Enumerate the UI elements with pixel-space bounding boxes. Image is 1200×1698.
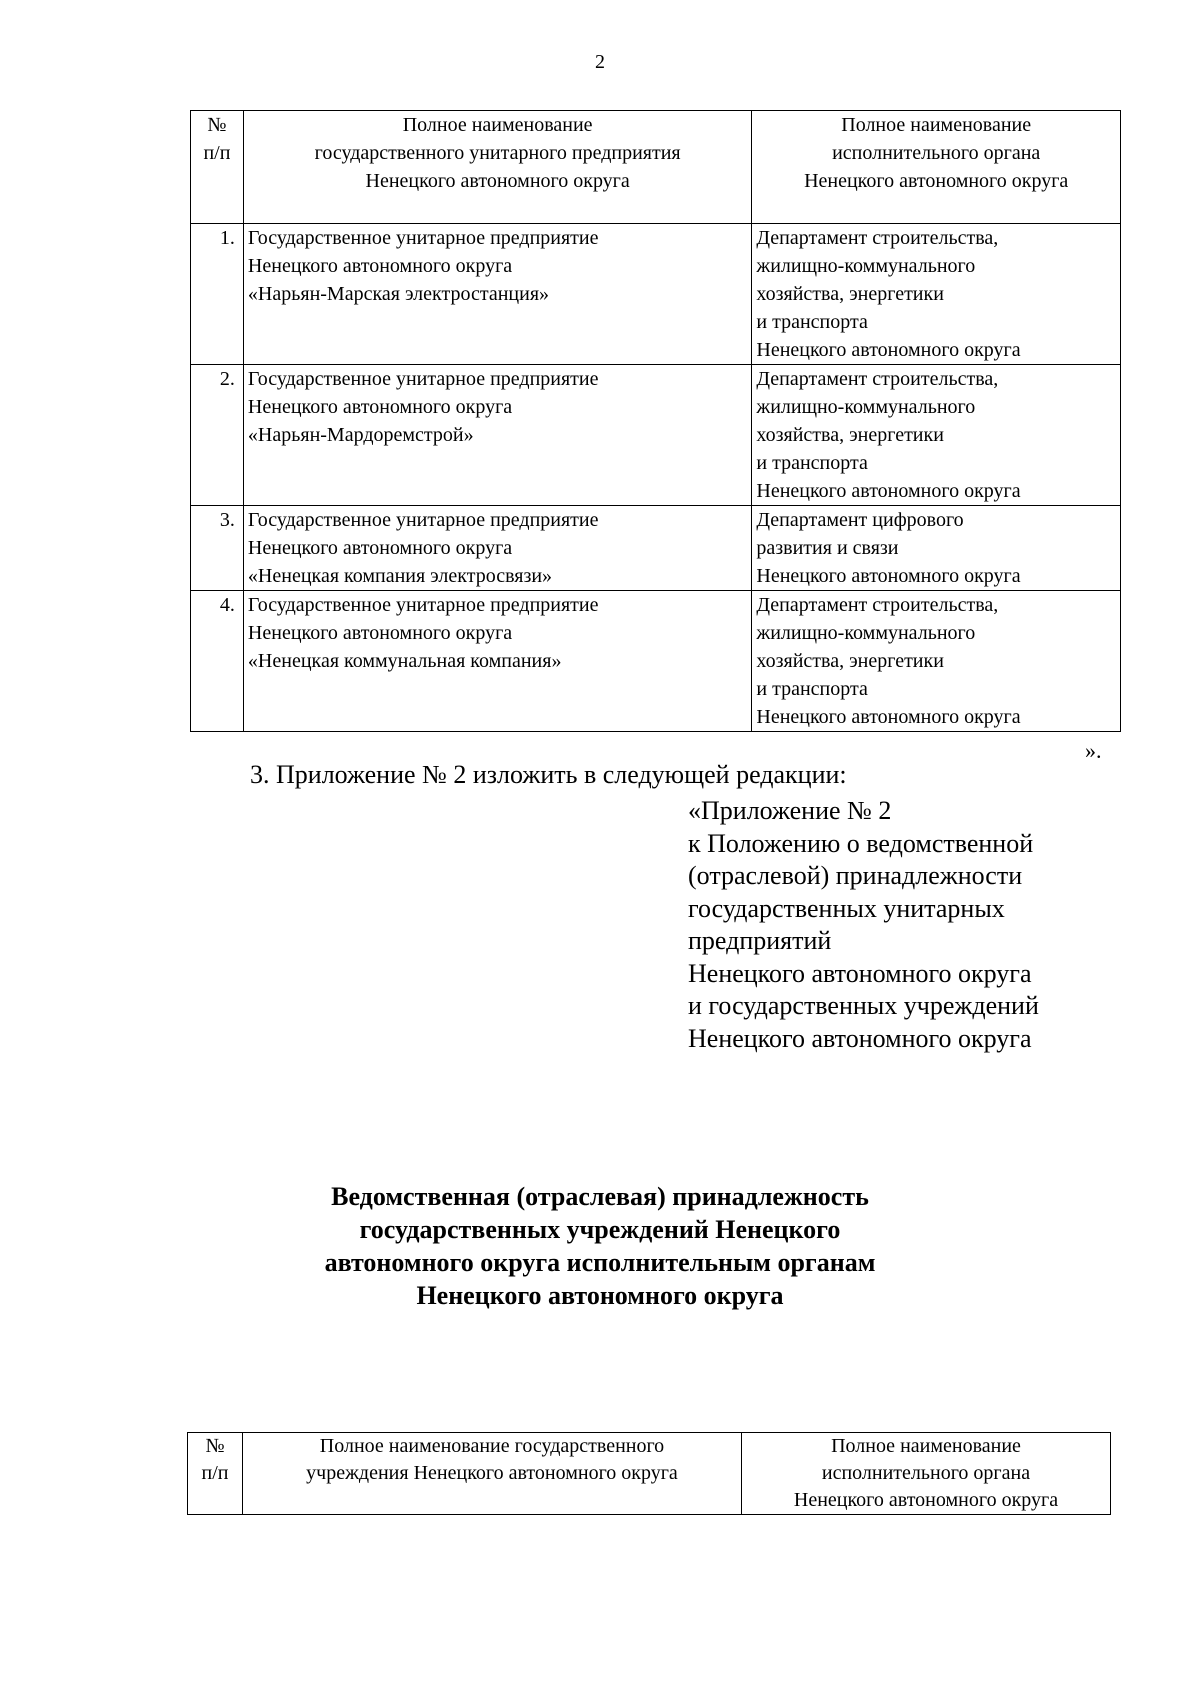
header-authority bbox=[752, 111, 1121, 224]
title-line: Ведомственная (отраслевая) принадлежность bbox=[331, 1182, 869, 1211]
appendix-line: «Приложение № 2 bbox=[688, 796, 892, 825]
cell-line: Ненецкого автономного округа bbox=[247, 396, 513, 418]
cell-line: развития и связи bbox=[756, 537, 899, 559]
row-number: 1. bbox=[191, 224, 244, 365]
appendix-line: к Положению о ведомственной bbox=[688, 828, 1034, 858]
cell-line: хозяйства, энергетики bbox=[756, 650, 944, 672]
header-institution bbox=[243, 1433, 742, 1515]
table-header-row bbox=[191, 111, 1121, 224]
closing-quote: ». bbox=[1085, 738, 1102, 763]
cell-line: хозяйства, энергетики bbox=[756, 424, 944, 446]
row-number: 3. bbox=[191, 506, 244, 591]
header-text: государственного унитарного предприятия bbox=[314, 142, 681, 164]
header-text: исполнительного органа bbox=[821, 1462, 1031, 1484]
section-title bbox=[0, 1180, 1200, 1312]
header-authority bbox=[742, 1433, 1111, 1515]
cell-line: Департамент строительства, bbox=[756, 594, 999, 616]
cell-line: Ненецкого автономного округа bbox=[756, 480, 1021, 502]
cell-line: «Ненецкая коммунальная компания» bbox=[247, 650, 562, 672]
header-text: Полное наименование bbox=[831, 1435, 1021, 1457]
cell-line: жилищно-коммунального bbox=[756, 255, 976, 277]
header-text: Полное наименование bbox=[841, 114, 1032, 136]
table-header-row bbox=[188, 1433, 1111, 1515]
cell-line: и транспорта bbox=[756, 311, 868, 333]
title-line: Ненецкого автономного округа bbox=[416, 1281, 784, 1310]
cell-line: и транспорта bbox=[756, 678, 868, 700]
cell-line: Государственное унитарное предприятие bbox=[247, 227, 599, 249]
row-number: 4. bbox=[191, 591, 244, 732]
header-text: Ненецкого автономного округа bbox=[804, 170, 1069, 192]
appendix-line: Ненецкого автономного округа bbox=[688, 1023, 1032, 1053]
appendix-line: предприятий bbox=[688, 926, 832, 955]
institutions-table bbox=[187, 1432, 1111, 1515]
cell-line: «Нарьян-Мардоремстрой» bbox=[247, 424, 474, 446]
header-text: Ненецкого автономного округа bbox=[793, 1489, 1059, 1511]
authority-name bbox=[752, 224, 1121, 365]
cell-line: «Нарьян-Марская электростанция» bbox=[247, 283, 550, 305]
header-text: Ненецкого автономного округа bbox=[365, 170, 630, 192]
appendix-header bbox=[688, 795, 1039, 1055]
cell-line: Департамент строительства, bbox=[756, 368, 999, 390]
appendix-line: и государственных учреждений bbox=[688, 991, 1039, 1020]
enterprise-name bbox=[243, 365, 751, 506]
header-text: № bbox=[205, 1435, 225, 1457]
authority-name bbox=[752, 591, 1121, 732]
cell-line: и транспорта bbox=[756, 452, 868, 474]
header-text: п/п bbox=[201, 1462, 229, 1484]
cell-line: Департамент цифрового bbox=[756, 509, 964, 531]
cell-line: хозяйства, энергетики bbox=[756, 283, 944, 305]
table-row bbox=[191, 591, 1121, 732]
authority-name bbox=[752, 365, 1121, 506]
header-text: п/п bbox=[203, 142, 231, 164]
appendix-line: государственных унитарных bbox=[688, 893, 1005, 923]
cell-line: Государственное унитарное предприятие bbox=[247, 368, 599, 390]
clause-text: 3. Приложение № 2 изложить в следующей редакции: bbox=[250, 760, 847, 789]
enterprise-name bbox=[243, 224, 751, 365]
table-row bbox=[191, 365, 1121, 506]
enterprise-name bbox=[243, 506, 751, 591]
appendix-line: Ненецкого автономного округа bbox=[688, 958, 1032, 988]
title-line: государственных учреждений Ненецкого bbox=[359, 1215, 841, 1244]
authority-name bbox=[752, 506, 1121, 591]
cell-line: Ненецкого автономного округа bbox=[247, 255, 513, 277]
page-number: 2 bbox=[595, 51, 605, 73]
enterprises-table bbox=[190, 110, 1121, 732]
cell-line: Ненецкого автономного округа bbox=[247, 537, 513, 559]
cell-line: Ненецкого автономного округа bbox=[756, 565, 1021, 587]
header-text: Полное наименование государственного bbox=[319, 1435, 665, 1457]
cell-line: жилищно-коммунального bbox=[756, 622, 976, 644]
cell-line: «Ненецкая компания электросвязи» bbox=[247, 565, 553, 587]
enterprise-name bbox=[243, 591, 751, 732]
header-enterprise bbox=[243, 111, 751, 224]
title-line: автономного округа исполнительным органам bbox=[324, 1248, 876, 1277]
cell-line: Государственное унитарное предприятие bbox=[247, 509, 599, 531]
cell-line: Государственное унитарное предприятие bbox=[247, 594, 599, 616]
table-row bbox=[191, 224, 1121, 365]
header-text: Полное наименование bbox=[402, 114, 593, 136]
header-num bbox=[191, 111, 244, 224]
header-num bbox=[188, 1433, 243, 1515]
header-text: учреждения Ненецкого автономного округа bbox=[306, 1462, 678, 1484]
row-number: 2. bbox=[191, 365, 244, 506]
cell-line: Департамент строительства, bbox=[756, 227, 999, 249]
cell-line: Ненецкого автономного округа bbox=[756, 706, 1021, 728]
table-row bbox=[191, 506, 1121, 591]
header-text: исполнительного органа bbox=[832, 142, 1041, 164]
appendix-line: (отраслевой) принадлежности bbox=[688, 861, 1023, 890]
cell-line: Ненецкого автономного округа bbox=[756, 339, 1021, 361]
cell-line: жилищно-коммунального bbox=[756, 396, 976, 418]
cell-line: Ненецкого автономного округа bbox=[247, 622, 513, 644]
header-text: № bbox=[207, 114, 227, 136]
